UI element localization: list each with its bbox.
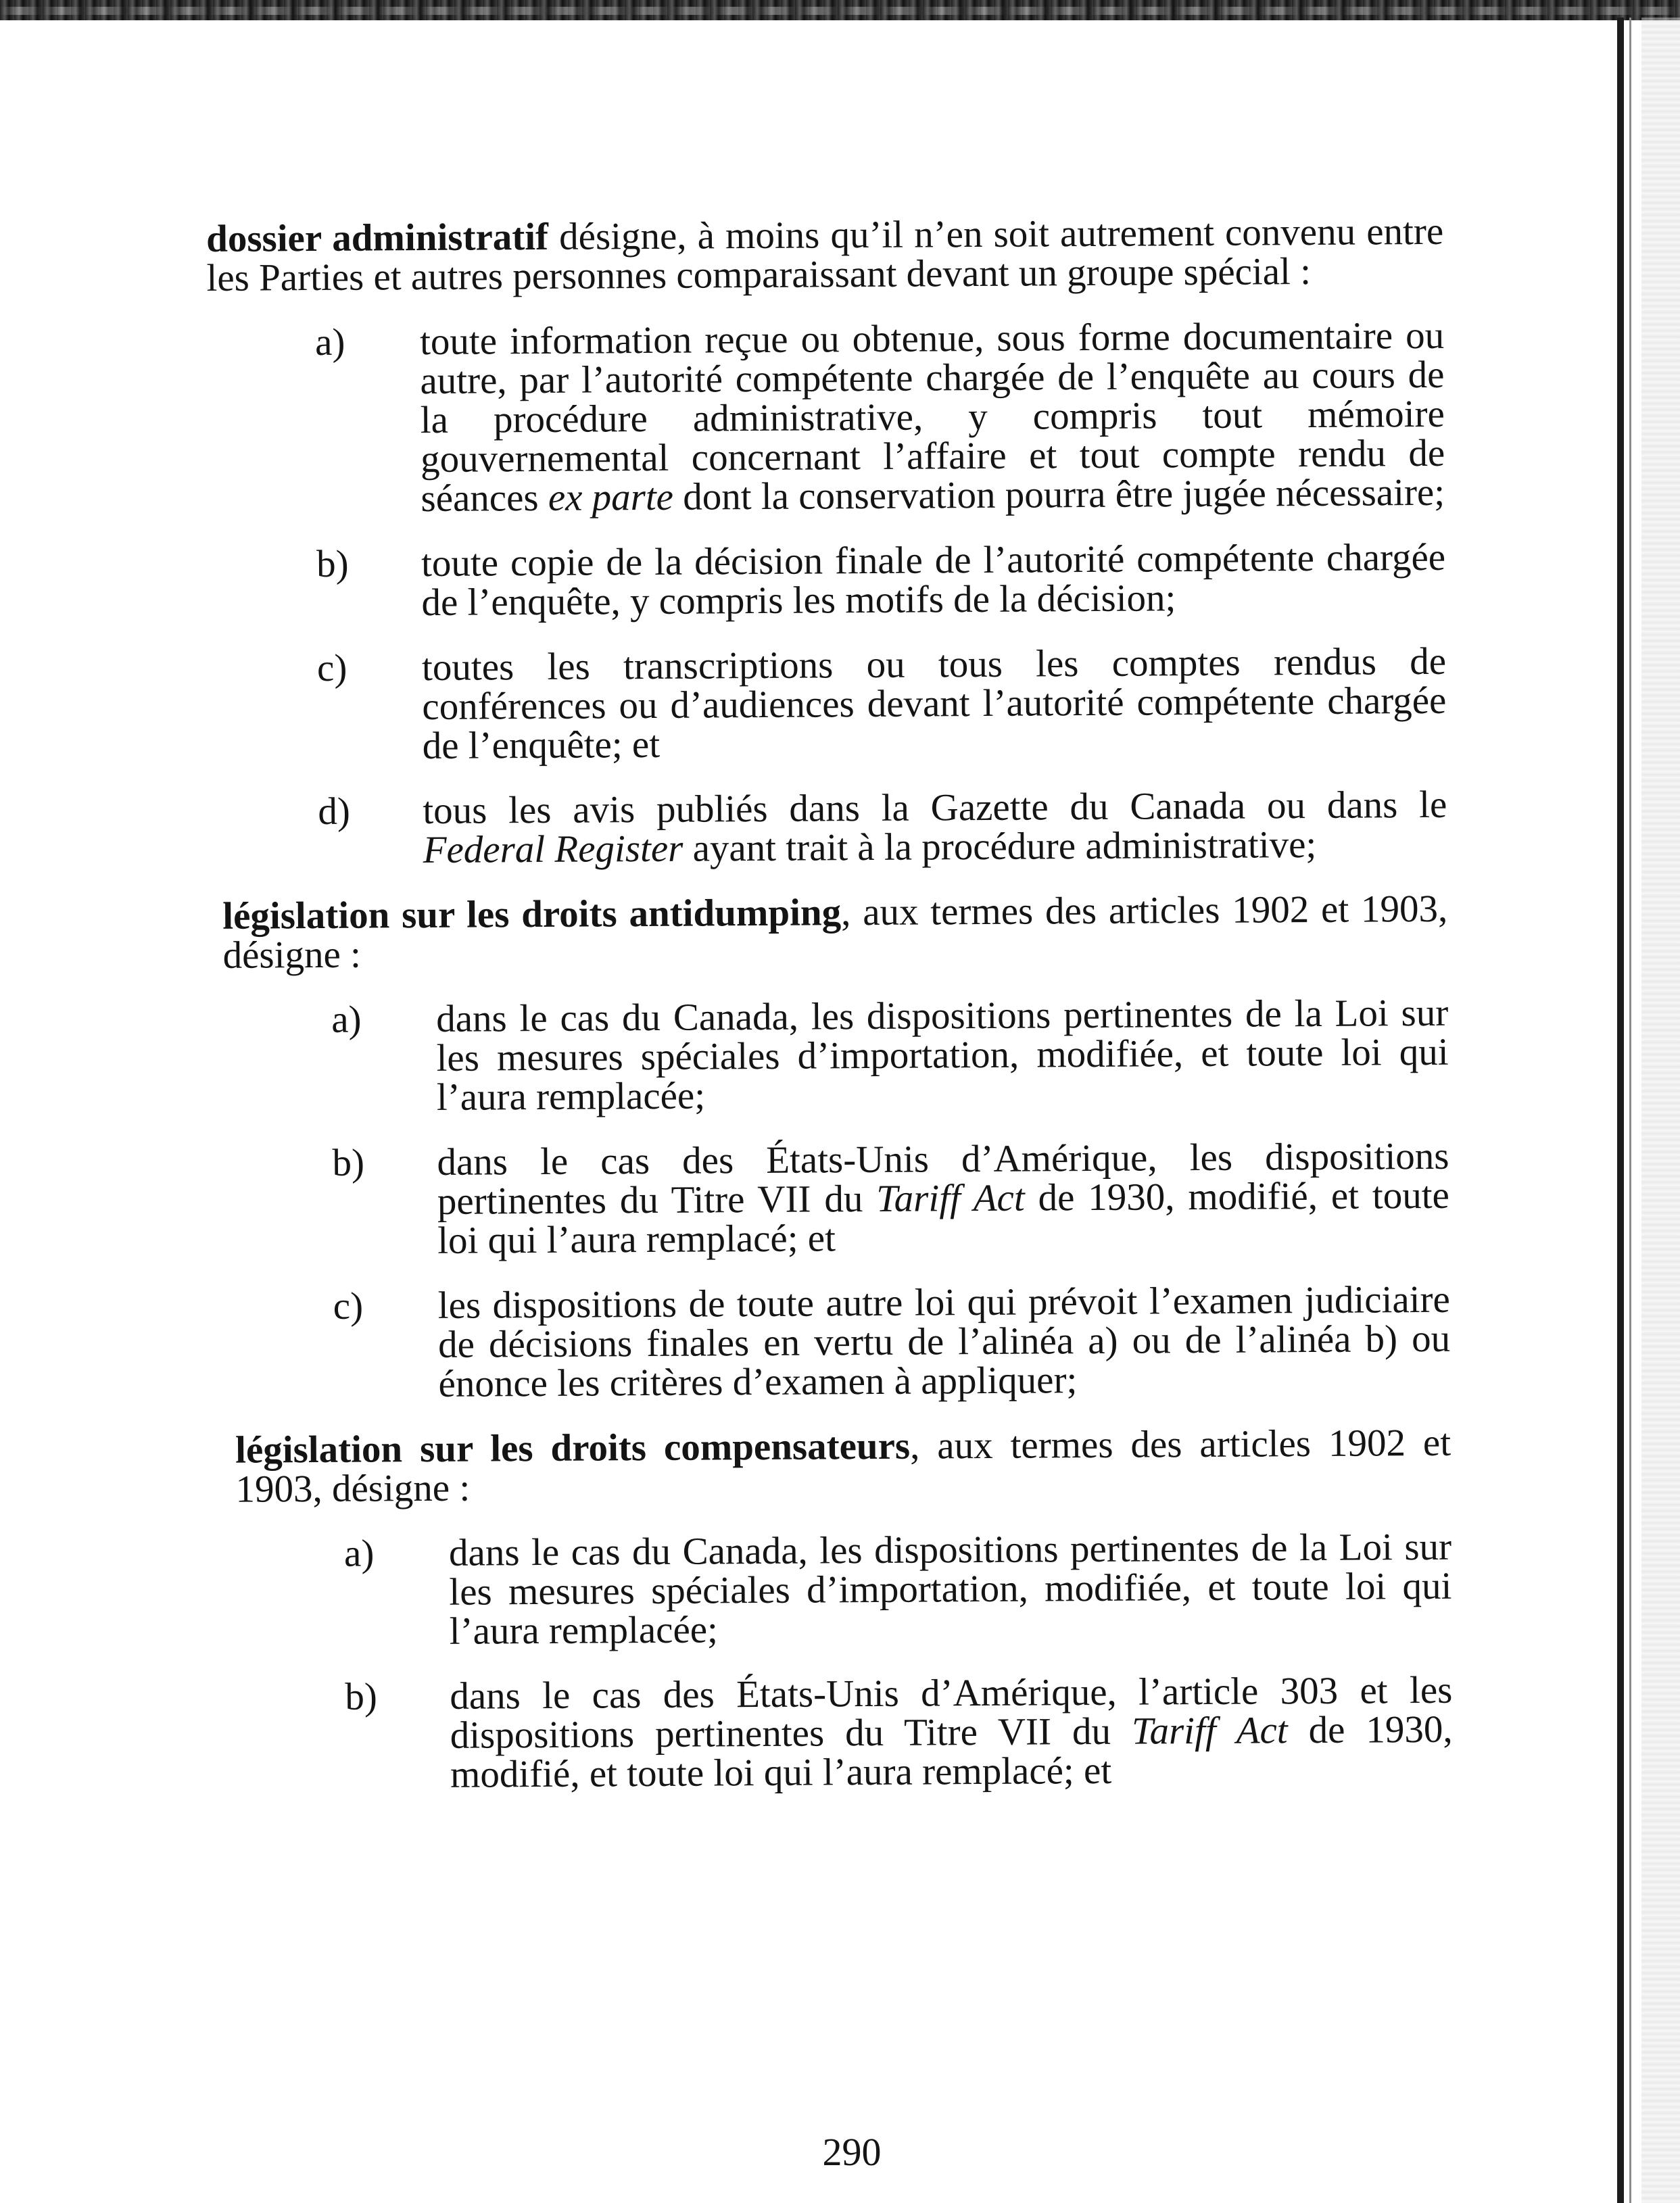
item-label: a) — [331, 998, 362, 1041]
item-text-end: ayant trait à la procédure administrative; — [683, 823, 1317, 870]
item-label: c) — [333, 1284, 364, 1328]
item-text: dans le cas du Canada, les dispositions pertinentes de la Loi sur les mesures spéciales d’importation, modifiée, et toute loi qui l’aura remplacée; — [448, 1525, 1452, 1653]
list-item — [210, 785, 1447, 871]
item-label: c) — [316, 646, 347, 690]
definition-legislation-compensateurs — [214, 1421, 1453, 1796]
item-text-end: dont la conservation pourra être jugée nécessaire; — [673, 470, 1445, 518]
scan-border-right-line — [1629, 18, 1631, 2203]
item-text — [423, 785, 1447, 870]
list-item — [207, 316, 1445, 520]
list-item — [237, 1668, 1453, 1796]
item-label: b) — [345, 1675, 378, 1718]
defined-term: législation sur les droits antidumping — [222, 891, 842, 938]
document-body — [206, 212, 1453, 1822]
definition-paragraph — [222, 887, 1448, 977]
item-text-end: de 1930, modifié, et toute loi qui l’aura remplacé; et — [437, 1173, 1450, 1262]
item-label: b) — [332, 1141, 365, 1184]
definition-legislation-antidumping — [210, 887, 1451, 1405]
definition-intro: désigne, à moins qu’il n’en soit autrement convenu entre les Parties et autres personnes comparaissant devant un groupe spécial : — [206, 210, 1444, 299]
list-item — [209, 639, 1447, 768]
item-label: b) — [316, 542, 349, 586]
item-text — [437, 1134, 1450, 1262]
defined-term: dossier administratif — [206, 215, 549, 260]
item-text-start: toute information reçue ou obtenue, sous forme documentaire ou autre, par l’autorité compétente chargée de l’enquête au cours de la procédure administrative, y compris tout mémoire gouvernemental concernant l’affaire et tout compte rendu de séances — [419, 314, 1445, 521]
item-text-start: dans le cas des États-Unis d’Amérique, l’article 303 et les dispositions pertinentes du Titre VII du — [450, 1668, 1453, 1757]
scan-border-top — [0, 0, 1680, 20]
defined-term: législation sur les droits compensateurs — [235, 1424, 911, 1472]
scan-border-right — [1617, 18, 1624, 2203]
definition-paragraph — [235, 1421, 1451, 1511]
italic-term: Tariff Act — [1131, 1709, 1288, 1753]
item-text-start: tous les avis publiés dans la Gazette du Canada ou dans le — [423, 783, 1447, 833]
item-label: d) — [318, 790, 351, 833]
item-text — [419, 314, 1445, 521]
item-label: a) — [314, 320, 345, 364]
list-item — [208, 535, 1446, 625]
item-text: toute copie de la décision finale de l’autorité compétente chargée de l’enquête, y compris les motifs de la décision; — [421, 535, 1446, 625]
item-text: dans le cas du Canada, les dispositions pertinentes de la Loi sur les mesures spéciales d’importation, modifiée, et toute loi qui l’aura remplacée; — [436, 991, 1449, 1119]
list-item — [236, 1525, 1452, 1653]
item-text: les dispositions de toute autre loi qui prévoit l’examen judiciaire de décisions finales en vertu de l’alinéa a) ou de l’alinéa b) ou énonce les critères d’examen à appliquer; — [437, 1278, 1451, 1405]
item-text-start: dans le cas des États-Unis d’Amérique, les dispositions pertinentes du Titre VII du — [437, 1134, 1449, 1223]
definition-dossier-administratif — [206, 212, 1447, 871]
page-number: 290 — [822, 2130, 882, 2174]
list-item — [225, 1280, 1451, 1405]
definition-paragraph — [206, 212, 1444, 298]
list-item — [223, 991, 1449, 1119]
item-text-end: de 1930, modifié, et toute loi qui l’aura remplacé; et — [450, 1708, 1453, 1796]
item-text: toutes les transcriptions ou tous les comptes rendus de conférences ou d’audiences devant l’autorité compétente chargée de l’enquête; et — [421, 639, 1447, 768]
item-text — [450, 1668, 1453, 1796]
italic-term: ex parte — [548, 475, 674, 519]
item-label: a) — [343, 1532, 375, 1575]
scan-edge-texture — [1641, 18, 1680, 2203]
definition-intro: , aux termes des articles 1902 et 1903, désigne : — [222, 887, 1448, 977]
italic-term: Tariff Act — [876, 1176, 1025, 1220]
list-item — [224, 1134, 1450, 1262]
definition-intro: , aux termes des articles 1902 et 1903, désigne : — [235, 1421, 1451, 1511]
italic-term: Federal Register — [423, 827, 683, 872]
